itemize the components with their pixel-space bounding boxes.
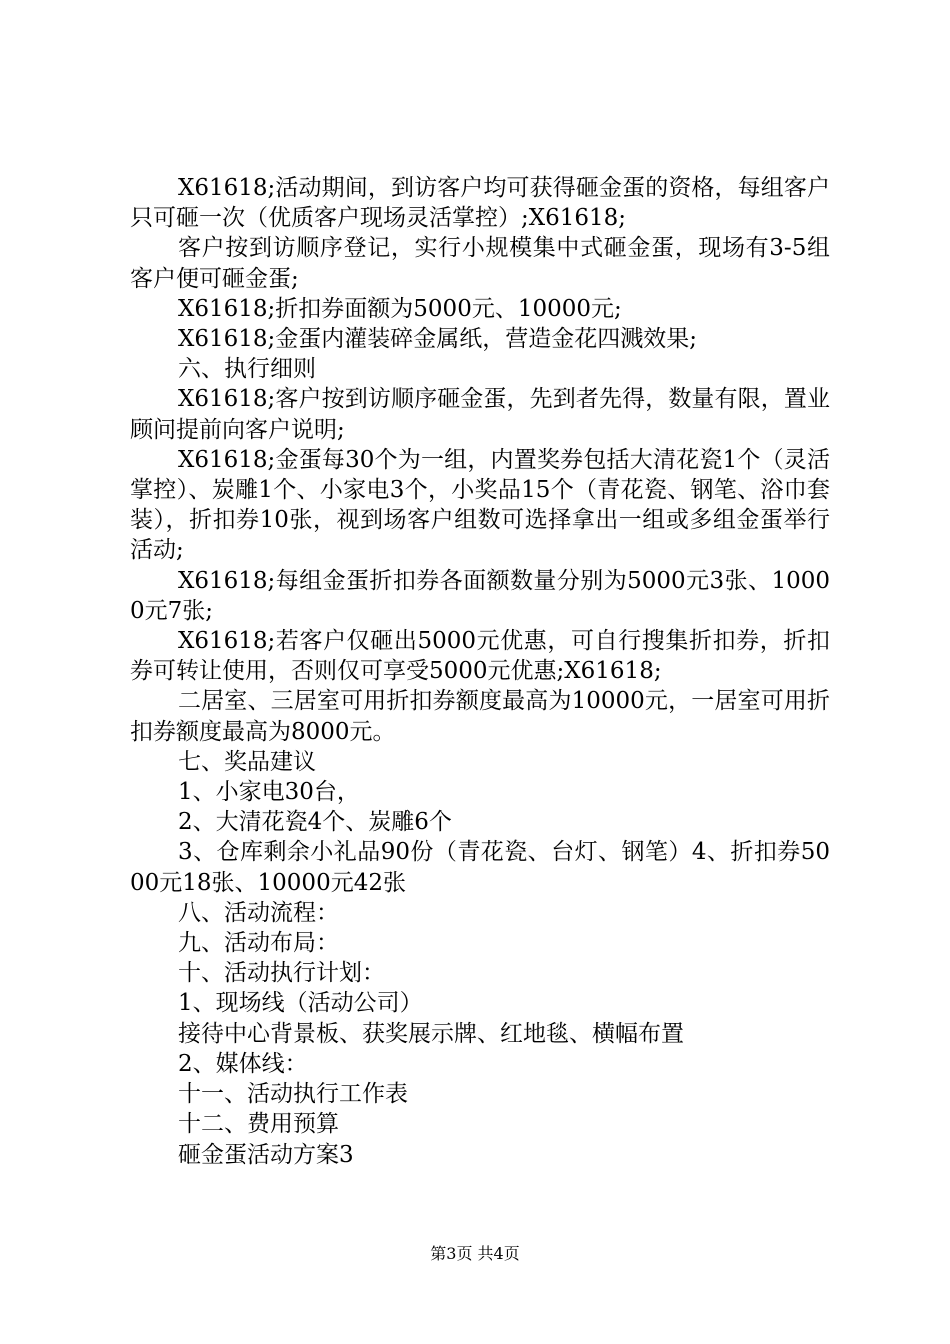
list-item-porcelain: 2、大清花瓷4个、炭雕6个 — [178, 809, 452, 836]
list-item-onsite-line: 1、现场线（活动公司） — [178, 990, 423, 1017]
list-item-gifts-coupons: 3、仓库剩余小礼品90份（青花瓷、台灯、钢笔）4、折扣券5000元18张、10000元42张 — [130, 839, 830, 896]
heading-execution-plan: 十、活动执行计划： — [178, 960, 385, 987]
page-footer — [0, 1244, 950, 1264]
page-number-label: 第3页 共4页 — [430, 1244, 520, 1263]
paragraph-coupon-transfer: X61618;若客户仅砸出5000元优惠，可自行搜集折扣券，折扣券可转让使用，否则仅可享受5000元优惠;X61618; — [130, 628, 830, 685]
heading-prize-suggestion: 七、奖品建议 — [178, 748, 316, 775]
heading-work-table: 十一、活动执行工作表 — [178, 1081, 408, 1108]
paragraph-onsite-setup: 接待中心背景板、获奖展示牌、红地毯、横幅布置 — [178, 1020, 684, 1047]
document-body — [130, 173, 830, 1170]
paragraph-egg-filling: X61618;金蛋内灌装碎金属纸，营造金花四溅效果; — [178, 326, 698, 353]
paragraph-coupon-count: X61618;每组金蛋折扣券各面额数量分别为5000元3张、10000元7张; — [130, 567, 830, 624]
paragraph-egg-group: X61618;金蛋每30个为一组，内置奖券包括大清花瓷1个（灵活掌控）、炭雕1个、小家电3个，小奖品15个（青花瓷、钢笔、浴巾套装），折扣券10张，视到场客户组数可选择拿出一组或多组金蛋举行活动; — [130, 446, 830, 564]
heading-execution-details: 六、执行细则 — [178, 356, 316, 383]
paragraph-order-rule: X61618;客户按到访顺序砸金蛋，先到者先得，数量有限，置业顾问提前向客户说明; — [130, 386, 830, 443]
paragraph-coupon-limit: 二居室、三居室可用折扣券额度最高为10000元，一居室可用折扣券额度最高为8000元。 — [130, 688, 830, 745]
list-item-appliances: 1、小家电30台， — [178, 779, 360, 806]
paragraph-promotion-period: X61618;活动期间，到访客户均可获得砸金蛋的资格，每组客户只可砸一次（优质客户现场灵活掌控）;X61618; — [130, 175, 830, 232]
heading-plan-3: 砸金蛋活动方案3 — [178, 1141, 354, 1168]
list-item-media-line: 2、媒体线： — [178, 1050, 308, 1077]
paragraph-registration: 客户按到访顺序登记，实行小规模集中式砸金蛋，现场有3-5组客户便可砸金蛋; — [130, 235, 830, 292]
heading-event-layout: 九、活动布局： — [178, 930, 339, 957]
heading-budget: 十二、费用预算 — [178, 1111, 339, 1138]
heading-event-flow: 八、活动流程： — [178, 899, 339, 926]
paragraph-coupon-value: X61618;折扣券面额为5000元、10000元; — [178, 295, 622, 322]
